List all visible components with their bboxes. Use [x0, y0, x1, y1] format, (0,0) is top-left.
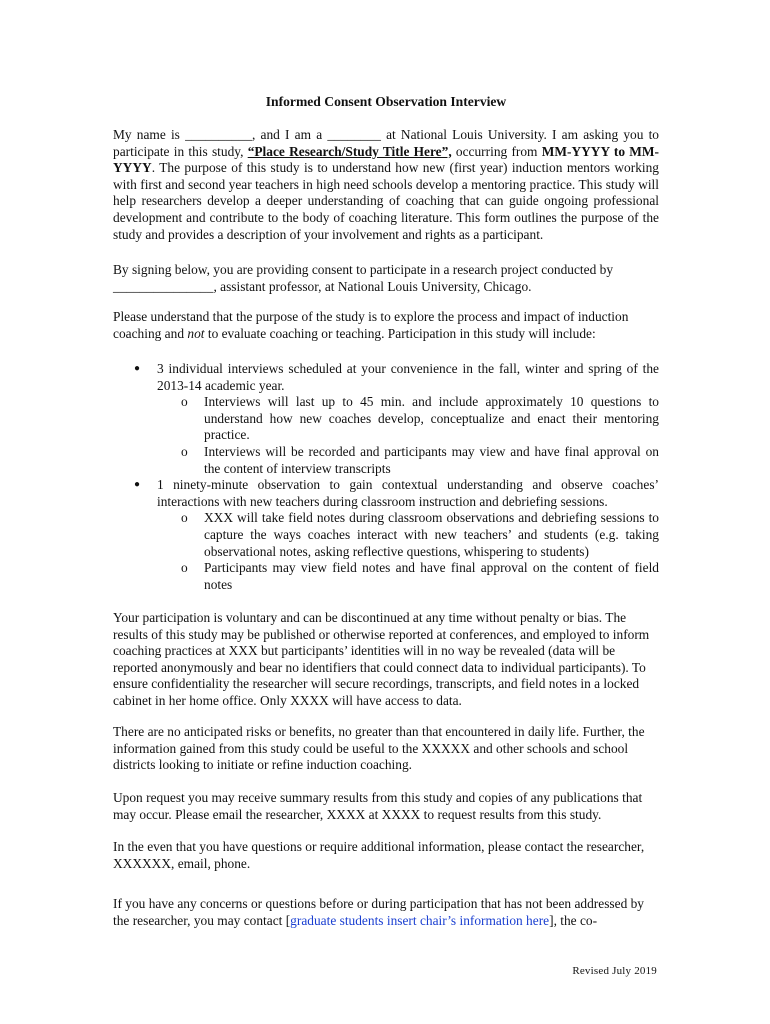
concerns-text: ], the co- [549, 912, 598, 928]
intro-text: at National Louis University. I am asking you to participate in this study, [113, 127, 660, 159]
sub-bullet-text: XXX will take field notes during classroom observations and debriefing sessions to capture the ways coaches interact with new teachers’ and students (e.g. taking observational notes, asking reflective questions, whispering to students) [204, 510, 659, 559]
purpose-paragraph [113, 309, 659, 342]
consent-text: , assistant professor, at National Louis University, Chicago. [213, 278, 532, 294]
sub-bullet-text: Participants may view field notes and have final approval on the content of field notes [204, 560, 659, 592]
intro-text: . The purpose of this study is to understand how new (first year) induction mentors working with first and second year teachers in high need schools develop a mentoring practice. This study will help researchers develop a deeper understanding of coaching that can guide ongoing professional development and contribute to the body of coaching literature. This form outlines the purpose of the study and provides a description of your involvement and rights as a participant. [113, 160, 659, 242]
questions-paragraph: In the even that you have questions or require additional information, please contact the researcher, XXXXXX, email, phone. [113, 839, 645, 871]
sub-bullet-icon: o [181, 560, 188, 576]
sub-bullet-icon: o [181, 394, 188, 410]
sub-bullet-text: Interviews will last up to 45 min. and include approximately 10 questions to understand how new coaches develop, conceptualize and enact their mentoring practice. [204, 394, 659, 443]
risks-paragraph: There are no anticipated risks or benefits, no greater than that encountered in daily life. Further, the information gained from this study could be useful to the XXXXX and other schools and school districts looking to initiate or refine induction coaching. [113, 724, 645, 773]
date-range-placeholder: MM-YYYY to MM-YYYY [113, 143, 659, 176]
sub-bullet-text: Interviews will be recorded and participants may view and have final approval on the content of interview transcripts [204, 443, 659, 476]
researcher-blank: _______________ [113, 278, 214, 294]
sub-bullet-item [157, 560, 659, 593]
concerns-text: If you have any concerns or questions before or during participation that has not been addressed by the researcher, you may contact [ [113, 896, 644, 928]
document-title: Informed Consent Observation Interview [265, 94, 507, 109]
name-blank: __________ [185, 127, 253, 142]
sub-bullet-item [157, 444, 659, 477]
consent-paragraph [113, 262, 659, 295]
voluntary-participation-paragraph: Your participation is voluntary and can be discontinued at any time without penalty or bias. The results of this study may be published or otherwise reported at conferences, and employed to inform coaching practices at XXX but participants’ identities will in no way be revealed (data will be reported anonymously and bear no identifiers that could connect data to individual participants). To ensure confidentiality the researcher will secure recordings, transcripts, and field notes in a locked cabinet in her home office. Only XXXX will have access to data. [113, 610, 650, 708]
bullet-icon: ● [134, 479, 141, 491]
consent-text: By signing below, you are providing consent to participate in a research project conducted by [113, 262, 614, 277]
purpose-text: to evaluate coaching or teaching. Participation in this study will include: [204, 325, 596, 341]
sub-bullet-item [157, 394, 659, 444]
intro-text: My name is [113, 127, 186, 142]
concerns-paragraph [113, 896, 659, 929]
intro-text: occurring from [451, 143, 542, 159]
bullet-item [113, 477, 659, 593]
revision-footer: Revised July 2019 [572, 965, 657, 977]
bullet-text: 1 ninety-minute observation to gain contextual understanding and observe coaches’ interactions with new teachers during classroom instruction and debriefing sessions. [157, 477, 659, 509]
bullet-text: 3 individual interviews scheduled at your convenience in the fall, winter and spring of the 2013-14 academic year. [157, 361, 659, 393]
bullet-item [113, 361, 659, 477]
purpose-text: Please understand that the purpose of the study is to explore the process and impact of induction coaching and [113, 309, 629, 341]
sub-bullet-item [157, 510, 659, 560]
intro-text: , and I am a [252, 127, 328, 142]
emphasis-text: not [187, 325, 205, 341]
study-title-placeholder: “Place Research/Study Title Here”, [247, 143, 452, 159]
bullet-icon: ● [134, 363, 141, 374]
chair-info-placeholder: graduate students insert chair’s information here [290, 912, 550, 928]
summary-results-paragraph: Upon request you may receive summary results from this study and copies of any publications that may occur. Please email the researcher, XXXX at XXXX to request results from this study. [113, 790, 643, 822]
intro-paragraph [113, 127, 659, 243]
role-blank: ________ [327, 127, 381, 142]
participation-list [113, 361, 659, 593]
sub-bullet-icon: o [181, 443, 188, 459]
sub-bullet-icon: o [181, 510, 188, 526]
